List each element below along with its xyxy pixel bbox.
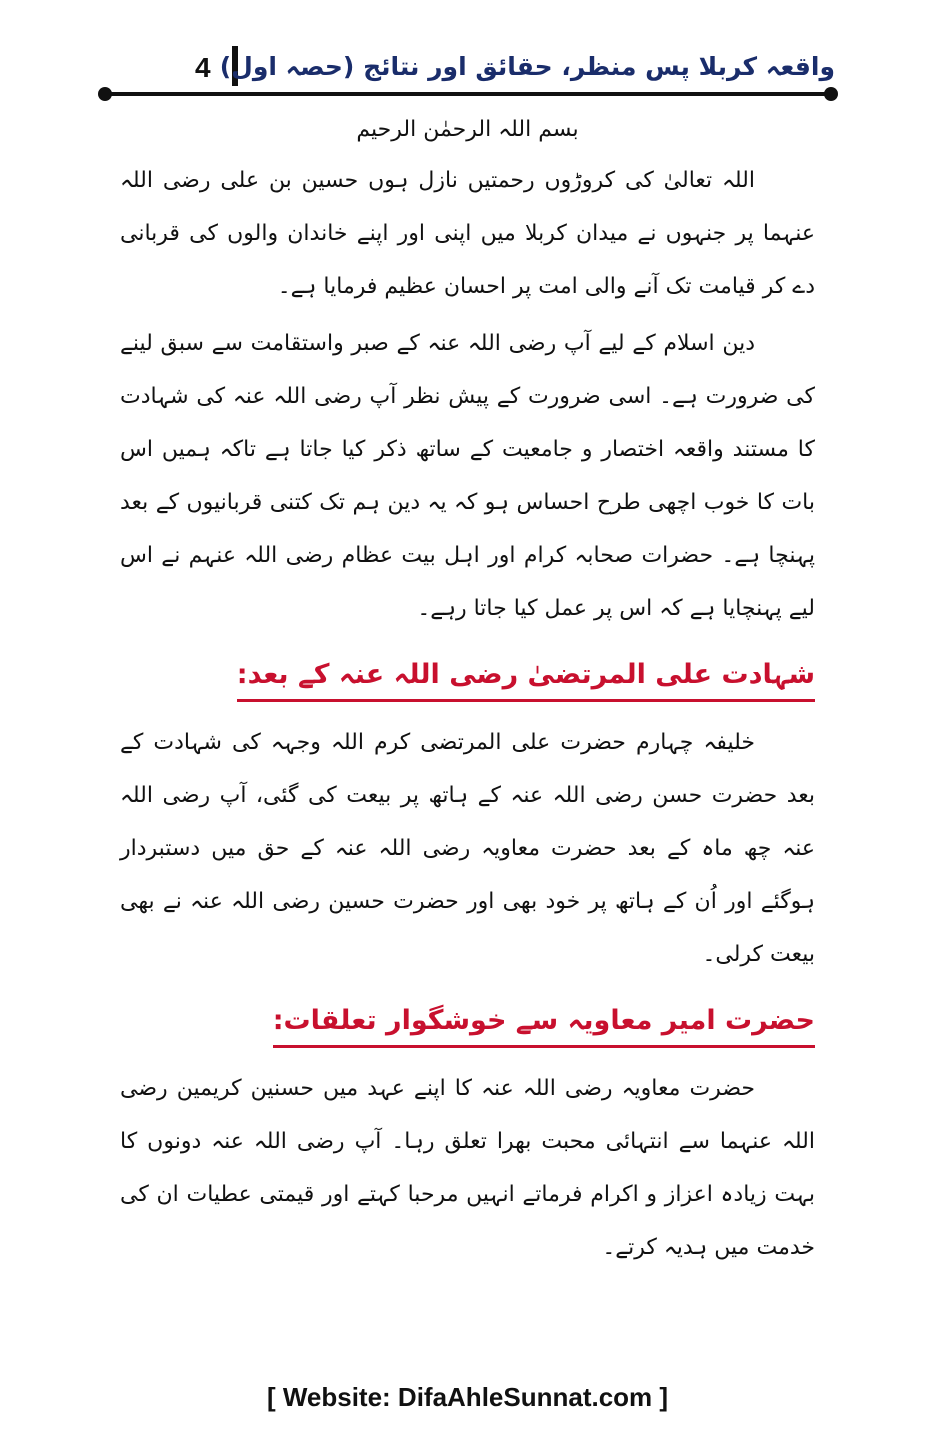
section-1-paragraph: خلیفہ چہارم حضرت علی المرتضی کرم اللہ وجہہ کی شہادت کے بعد حضرت حسن رضی اللہ عنہ کے ہاتھ پر بیعت کی گئی، آپ رضی اللہ عنہ چھ ماہ کے بعد حضرت معاویہ رضی اللہ عنہ کے حق میں دستبردار ہوگئے اور اُن کے ہاتھ پر خود بھی اور حضرت حسین رضی اللہ عنہ نے بھی بیعت کرلی۔ [120, 730, 815, 967]
section-heading-2: حضرت امیر معاویہ سے خوشگوار تعلقات: [273, 999, 815, 1048]
intro-paragraph-2: دین اسلام کے لیے آپ رضی اللہ عنہ کے صبر واستقامت سے سبق لینے کی ضرورت ہے۔ اسی ضرورت کے پیش نظر آپ رضی اللہ عنہ کی شہادت کا مستند واقعہ اختصار و جامعیت کے ساتھ ذکر کیا جاتا ہے تاکہ ہمیں اس بات کا خوب اچھی طرح احساس ہو کہ یہ دین ہم تک کتنی قربانیوں کے بعد پہنچا ہے۔ حضرات صحابہ کرام اور اہل بیت عظام رضی اللہ عنہم نے اس لیے پہنچایا ہے کہ اس پر عمل کیا جاتا رہے۔ [120, 331, 815, 621]
website-footer: [ Website: DifaAhleSunnat.com ] [266, 1382, 669, 1412]
book-title: واقعہ کربلا پس منظر، حقائق اور نتائج (حصہ اول) [219, 52, 835, 81]
intro-paragraph-1: اللہ تعالیٰ کی کروڑوں رحمتیں نازل ہوں حسین بن علی رضی اللہ عنہما پر جنہوں نے میدان کربلا میں اپنی اور اپنے خاندان والوں کی قربانی دے کر قیامت تک آنے والی امت پر احسان عظیم فرمایا ہے۔ [120, 168, 815, 299]
bismillah: بسم اللہ الرحمٰن الرحیم [356, 117, 579, 142]
page-body [120, 112, 815, 1278]
section-2-paragraph: حضرت معاویہ رضی اللہ عنہ کا اپنے عہد میں حسنین کریمین رضی اللہ عنہما سے انتہائی محبت بھرا تعلق رہا۔ آپ رضی اللہ عنہ دونوں کا بہت زیادہ اعزاز و اکرام فرماتے انہیں مرحبا کہتے اور قیمتی عطیات ان کی خدمت میں ہدیہ کرتے۔ [120, 1076, 815, 1260]
header-rule [105, 92, 830, 96]
page-number: 4 [195, 52, 211, 83]
section-heading-1: شہادت علی المرتضیٰ رضی اللہ عنہ کے بعد: [237, 653, 815, 702]
rule-right-dot [824, 87, 838, 101]
page-header [100, 44, 835, 94]
